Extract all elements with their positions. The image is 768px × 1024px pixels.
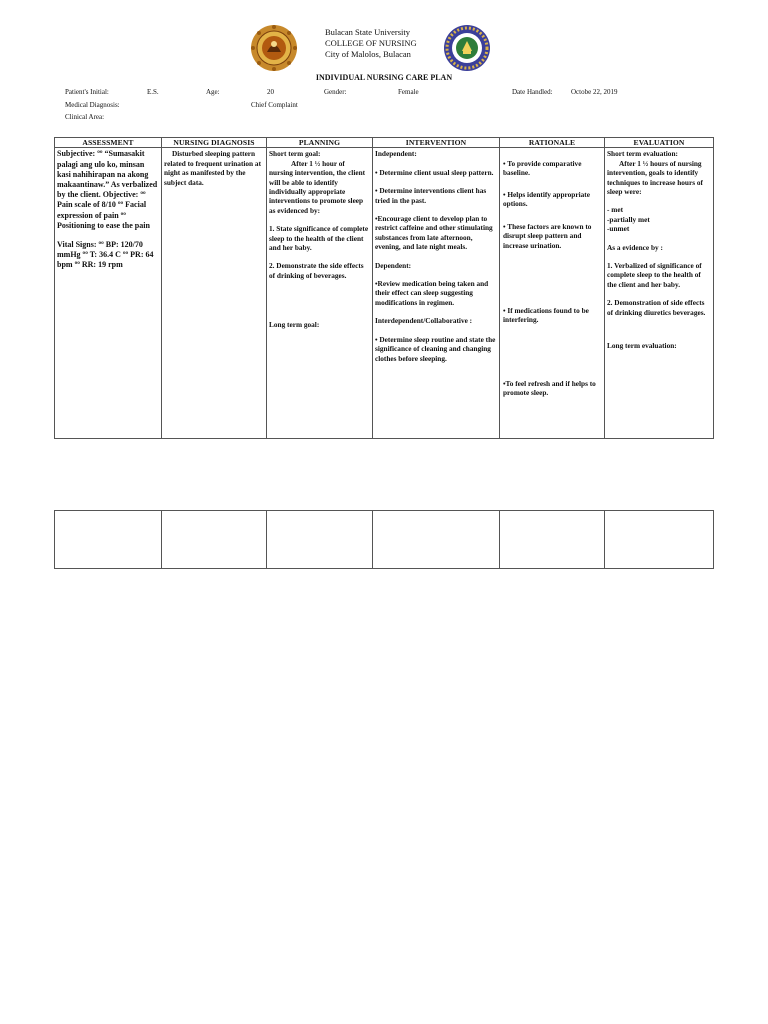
evaluation-short-term-label: Short term evaluation:	[607, 149, 678, 159]
table-row	[55, 148, 714, 439]
evaluation-evidence-label: As a evidence by :	[607, 242, 663, 252]
blank-care-plan-table	[54, 510, 714, 569]
city-name: City of Malolos, Bulacan	[325, 49, 411, 59]
blank-cell	[373, 511, 500, 569]
intervention-independent-label: Independent:	[375, 149, 417, 159]
age-value: 20	[267, 88, 274, 96]
intervention-collaborative-label: Interdependent/Collaborative :	[375, 316, 473, 326]
intervention-dependent-label: Dependent:	[375, 260, 412, 270]
blank-cell	[267, 511, 373, 569]
date-handled-value: Octobe 22, 2019	[571, 88, 618, 96]
evaluation-option-met: - met	[607, 205, 624, 215]
planning-short-term-label: Short term goal:	[269, 149, 321, 159]
header-evaluation: EVALUATION	[605, 138, 714, 148]
rationale-item: •To feel refresh and if helps to promote sleep.	[503, 379, 596, 398]
header-assessment: ASSESSMENT	[55, 138, 162, 148]
planning-cell	[267, 148, 373, 439]
age-label: Age:	[206, 88, 220, 96]
university-name: Bulacan State University	[325, 27, 410, 37]
intervention-cell	[373, 148, 500, 439]
blank-cell	[162, 511, 267, 569]
gender-label: Gender:	[324, 88, 347, 96]
assessment-vital-signs: Vital Signs: ºº BP: 120/70 mmHg ºº T: 36.4 C ºº PR: 64 bpm ºº RR: 19 rpm	[57, 240, 154, 270]
bulsu-logo	[250, 24, 298, 72]
patient-initial-label: Patient's Initial:	[65, 88, 109, 96]
institution-header	[325, 27, 417, 60]
table-row	[55, 511, 714, 569]
blank-cell	[55, 511, 162, 569]
evaluation-long-term-label: Long term evaluation:	[607, 341, 677, 351]
rationale-item: • To provide comparative baseline.	[503, 159, 582, 178]
date-handled-label: Date Handled:	[512, 88, 553, 96]
rationale-item: • Helps identify appropriate options.	[503, 190, 590, 209]
assessment-subjective: Subjective: ºº “Sumasakit palagi ang ulo ko, minsan kasi nahihirapan na akong makaantinaw.” As verbalized by the client. Objective: ºº Pain scale of 8/10 ºº Facial expression of pain ºº Positioning to ease the pain	[57, 149, 158, 230]
planning-item-2: 2. Demonstrate the side effects of drinking of beverages.	[269, 261, 364, 280]
chief-complaint-label: Chief Complaint	[251, 101, 298, 109]
header-intervention: INTERVENTION	[373, 138, 500, 148]
evaluation-item-1: 1. Verbalized of significance of complete sleep to the health of the client and her baby.	[607, 261, 702, 289]
care-plan-table	[54, 137, 714, 439]
header-rationale: RATIONALE	[500, 138, 605, 148]
intervention-item: • Determine interventions client has tried in the past.	[375, 186, 487, 205]
intervention-item: •Encourage client to develop plan to restrict caffeine and other stimulating substances from late afternoon, evening, and late night meals.	[375, 214, 493, 252]
blank-cell	[500, 511, 605, 569]
planning-goal: After 1 ½ hour of nursing intervention, the client will be able to identify individually appropriate interventions to promote sleep as evidenced by:	[269, 158, 366, 215]
clinical-area-label: Clinical Area:	[65, 113, 105, 121]
header-nursing-diagnosis: NURSING DIAGNOSIS	[162, 138, 267, 148]
intervention-item: • Determine sleep routine and state the significance of cleaning and changing clothes before sleeping.	[375, 334, 496, 363]
blank-cell	[605, 511, 714, 569]
nursing-diagnosis-cell	[162, 148, 267, 439]
evaluation-item-2: 2. Demonstration of side effects of drinking diuretics beverages.	[607, 298, 706, 317]
planning-item-1: 1. State significance of complete sleep to the health of the client and her baby.	[269, 224, 369, 253]
medical-diagnosis-label: Medical Diagnosis:	[65, 101, 120, 109]
assessment-cell	[55, 148, 162, 439]
gender-value: Female	[398, 88, 419, 96]
header-planning: PLANNING	[267, 138, 373, 148]
nursing-diagnosis-text: Disturbed sleeping pattern related to frequent urination at night as manifested by the subject data.	[164, 149, 262, 187]
evaluation-cell	[605, 148, 714, 439]
college-of-nursing-logo	[443, 24, 491, 72]
intervention-item: •Review medication being taken and their effect can sleep suggesting modifications in regimen.	[375, 279, 489, 307]
rationale-item: • If medications found to be interfering.	[503, 306, 589, 325]
planning-long-term-label: Long term goal:	[269, 320, 320, 330]
rationale-item: • These factors are known to disrupt sleep pattern and increase urination.	[503, 222, 592, 250]
evaluation-option-unmet: -unmet	[607, 224, 630, 234]
intervention-item: • Determine client usual sleep pattern.	[375, 167, 494, 177]
evaluation-option-partially: -partially met	[607, 214, 650, 224]
evaluation-intro: After 1 ½ hours of nursing intervention, goals to identify techniques to increase hours of sleep were:	[607, 158, 703, 197]
patient-initial-value: E.S.	[147, 88, 159, 96]
plan-title: INDIVIDUAL NURSING CARE PLAN	[315, 73, 453, 82]
college-name: COLLEGE OF NURSING	[325, 38, 417, 48]
table-header-row	[55, 138, 714, 148]
